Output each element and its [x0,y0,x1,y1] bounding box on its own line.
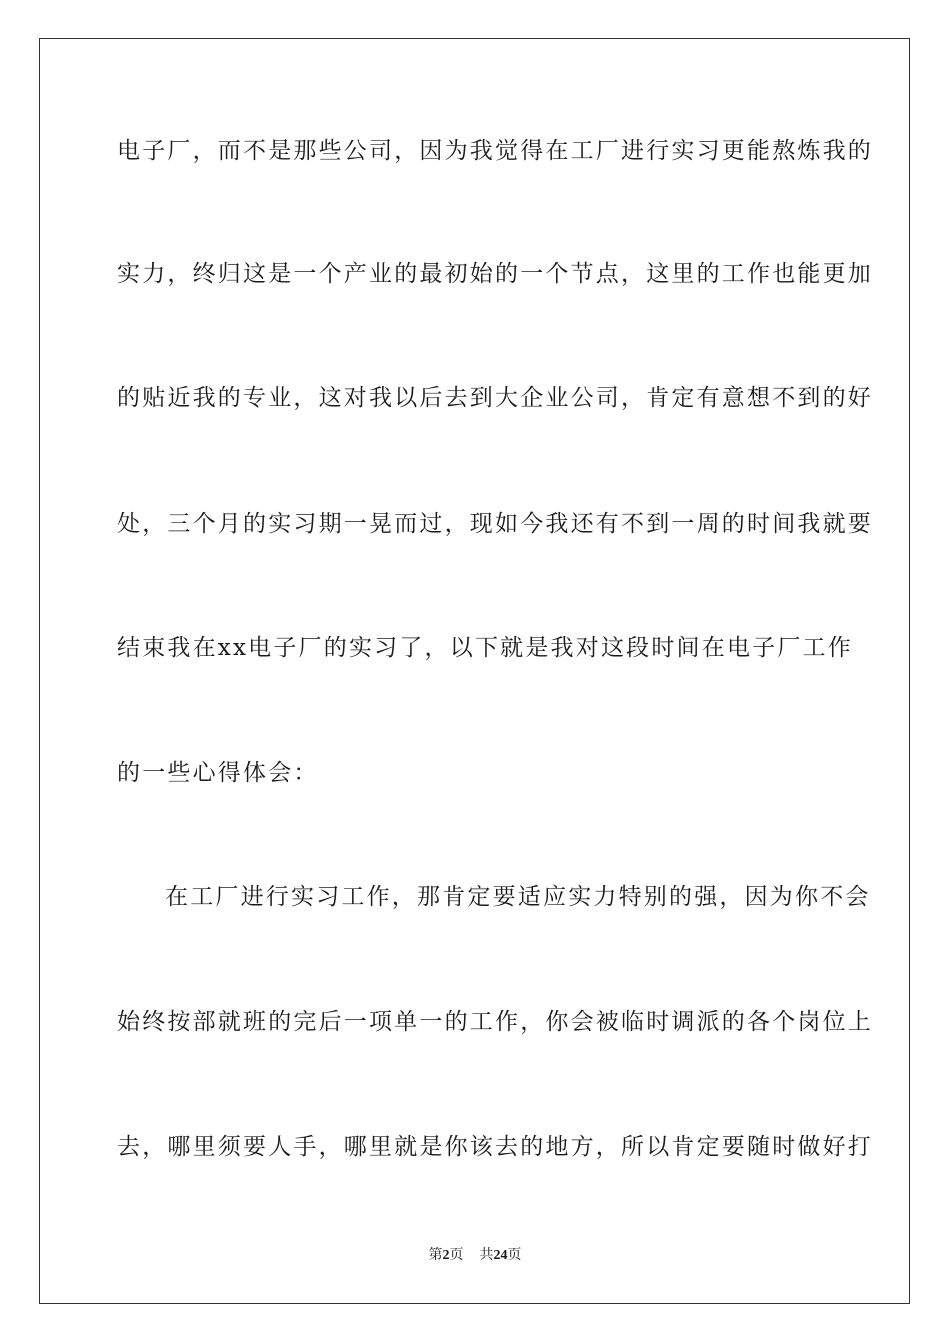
page-footer [0,1247,950,1265]
page-number: 2 [442,1248,450,1263]
page-suffix: 页 [449,1248,464,1263]
page-prefix: 第 [428,1248,443,1263]
text-line: 处，三个月的实习期一晃而过，现如今我还有不到一周的时间我就要 [117,511,873,537]
text-line: 的一些心得体会： [117,760,319,786]
paragraph-first-line: 在工厂进行实习工作，那肯定要适应实力特别的强，因为你不会 [165,884,871,910]
total-pages: 24 [493,1248,508,1263]
text-line: 的贴近我的专业，这对我以后去到大企业公司，肯定有意想不到的好 [117,385,873,411]
text-line: 始终按部就班的完后一项单一的工作，你会被临时调派的各个岗位上 [117,1009,873,1035]
total-prefix: 共 [479,1248,494,1263]
text-line: 实力，终归这是一个产业的最初始的一个节点，这里的工作也能更加 [117,261,873,287]
text-line: 结束我在xx电子厂的实习了，以下就是我对这段时间在电子厂工作 [117,635,853,661]
text-line: 去，哪里须要人手，哪里就是你该去的地方，所以肯定要随时做好打 [117,1134,873,1160]
text-line: 电子厂，而不是那些公司，因为我觉得在工厂进行实习更能熬炼我的 [117,138,873,164]
total-suffix: 页 [507,1248,522,1263]
page-border [39,38,910,1304]
